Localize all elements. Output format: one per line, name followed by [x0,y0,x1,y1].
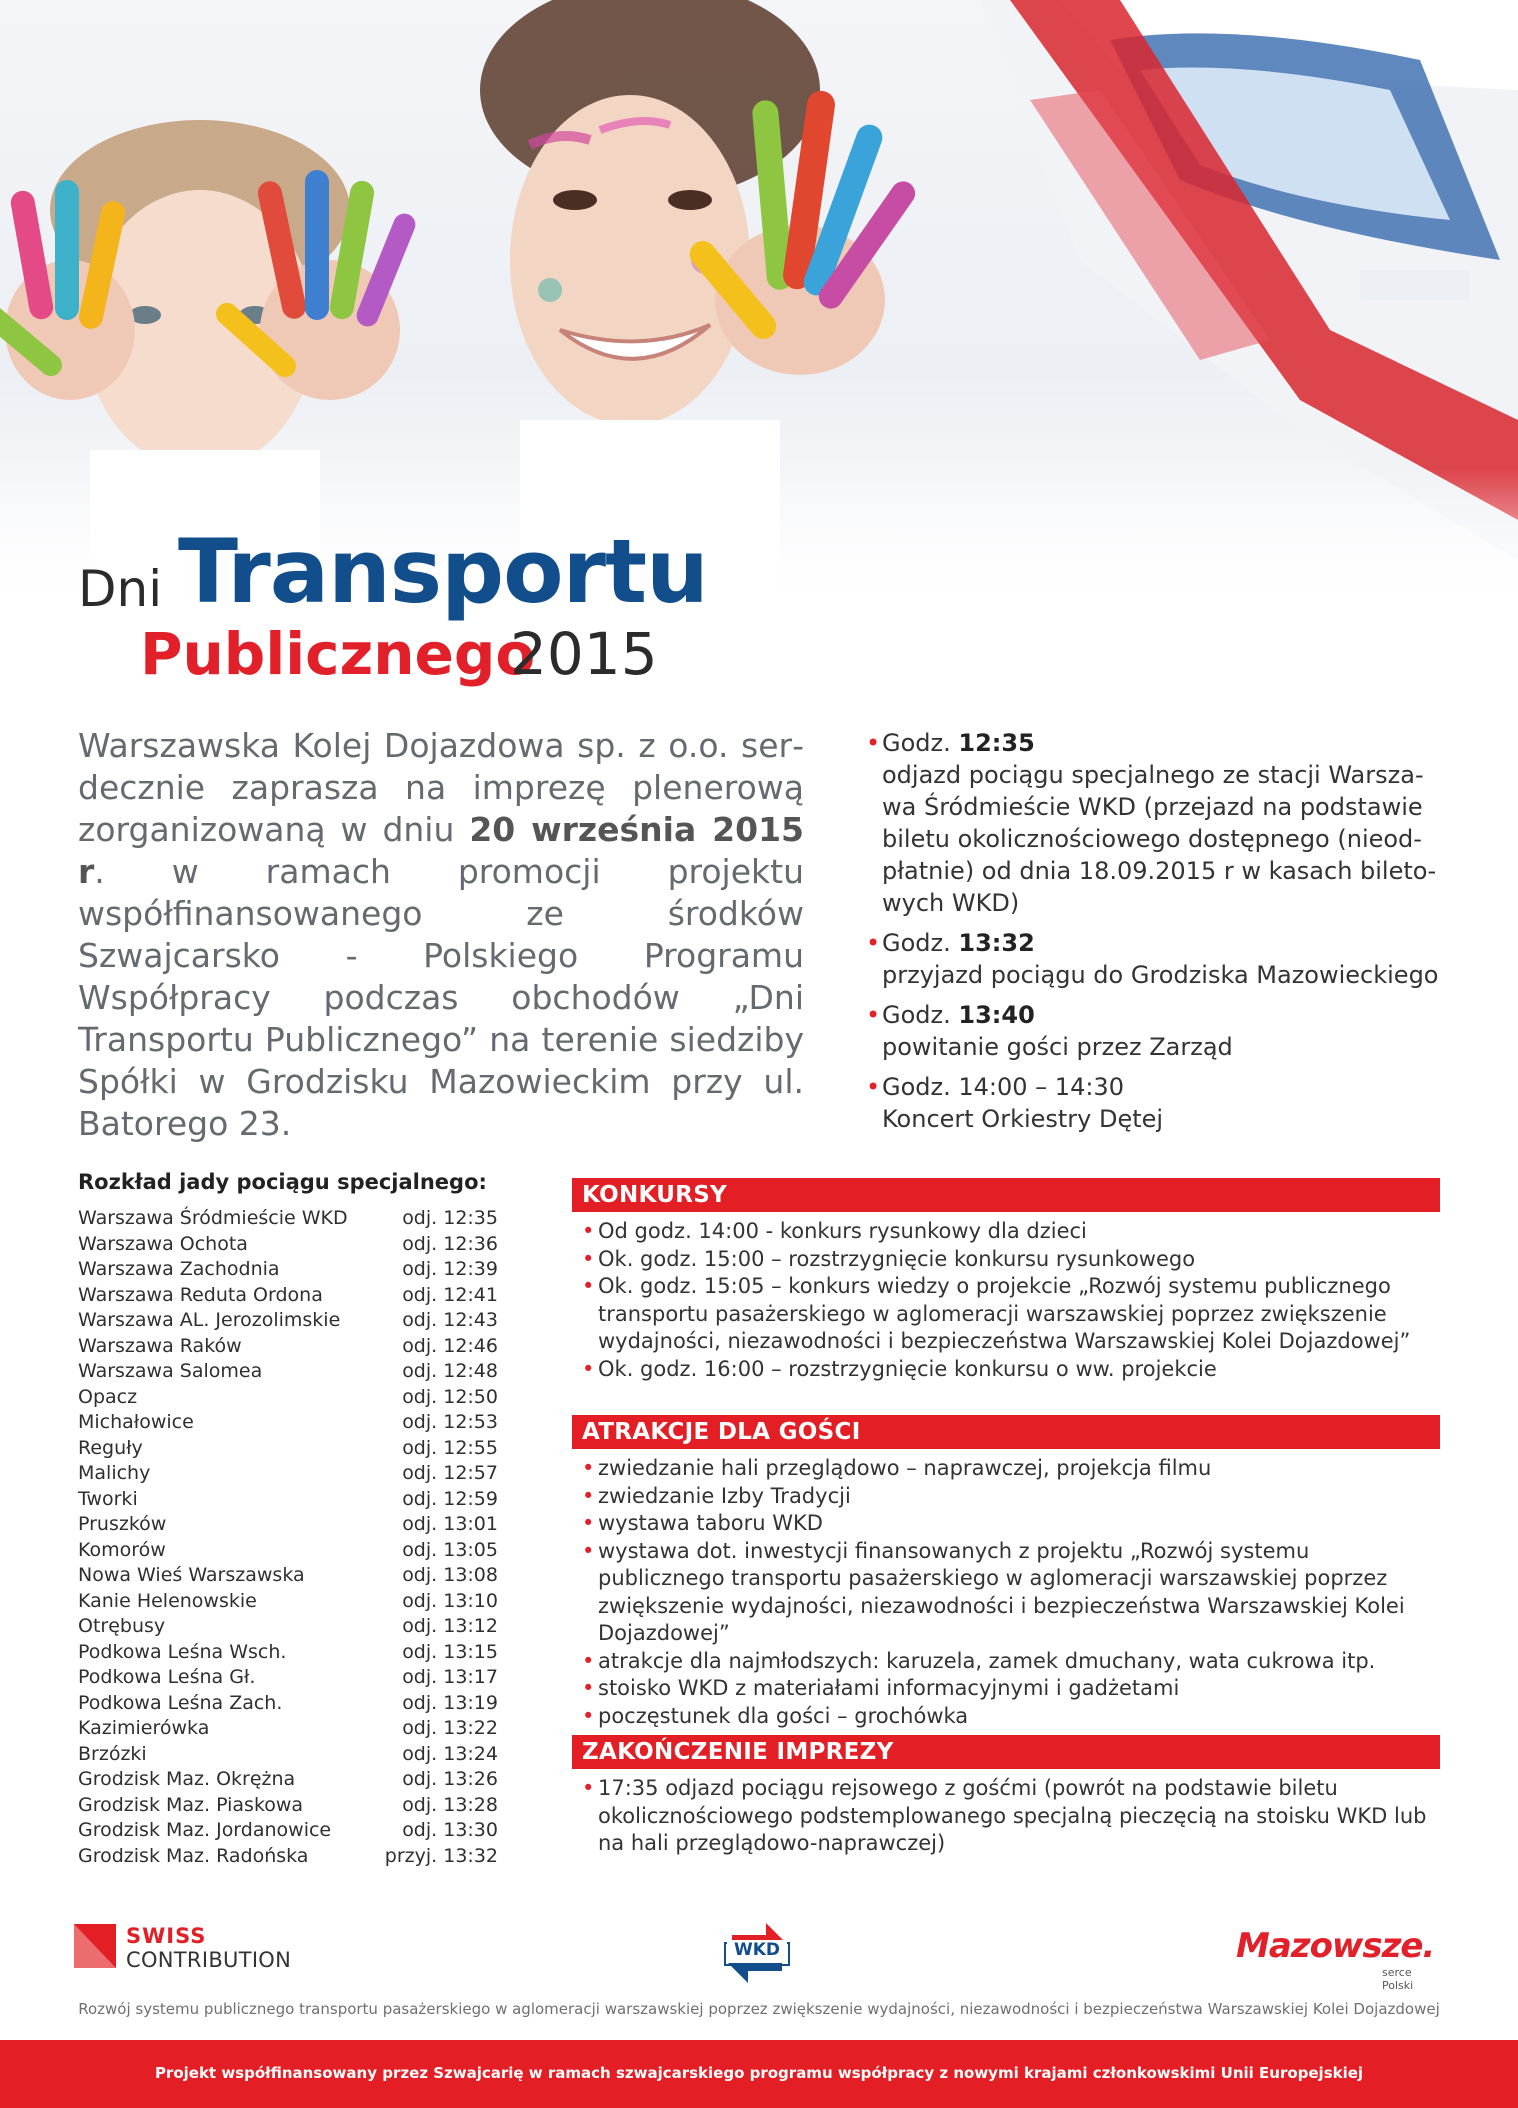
program-time-prefix: Godz. [882,1001,959,1029]
swiss-line2: CONTRIBUTION [126,1948,292,1972]
section-item: • Od godz. 14:00 - konkurs rysunkowy dla dzieci [572,1218,1440,1246]
schedule-time: odj. 12:50 [402,1385,498,1408]
schedule-station: Otrębusy [78,1615,166,1637]
schedule-station: Warszawa Ochota [78,1232,248,1255]
section-item: • Ok. godz. 15:05 – konkurs wiedzy o projekcie „Rozwój systemu publicznego transportu pasażerskiego w aglomeracji warszawskiej poprzez zwiększenie wydajności, niezawodności i bezpieczeństwa Warszawskiej Kolei Dojazdowej” [572,1273,1440,1356]
schedule-row [78,1385,498,1411]
program-time [882,1071,1446,1103]
wkd-logo [722,1913,792,1993]
section-list [572,1455,1440,1730]
schedule-time: odj. 12:48 [402,1360,498,1382]
schedule-row [78,1742,498,1768]
schedule-station: Malichy [78,1462,151,1484]
schedule-station: Grodzisk Maz. Radońska [78,1844,309,1867]
section-atrakcje [572,1415,1440,1730]
program-time-value: 13:32 [958,929,1035,957]
schedule-time: odj. 12:41 [402,1283,498,1306]
schedule-rows [78,1206,498,1869]
schedule-row [78,1563,498,1589]
schedule-station: Opacz [78,1385,138,1408]
schedule-time: odj. 12:46 [402,1334,498,1357]
schedule-row [78,1487,498,1513]
section-heading: KONKURSY [572,1178,1440,1212]
mazowsze-tagline: serce Polski [1382,1966,1414,1992]
schedule-station: Podkowa Leśna Zach. [78,1691,283,1714]
program-time [882,727,1446,759]
schedule-station: Warszawa AL. Jerozolimskie [78,1309,341,1331]
schedule-row [78,1334,498,1360]
section-item: • poczęstunek dla gości – grochówka [572,1703,1440,1731]
intro-text-2: . w ramach promocji projektu współfinansowanego ze środków Szwajcarsko - Polskiego Programu Współpracy podczas obchodów „Dni Transportu Publicznego” na terenie siedziby Spółki w Grodzisku Mazowieckim przy ul. Batorego 23. [78,852,804,1143]
schedule-time: odj. 13:28 [402,1793,498,1816]
schedule-station: Podkowa Leśna Wsch. [78,1640,287,1663]
program-list [866,727,1446,1143]
section-list [572,1218,1440,1383]
section-zakonczenie [572,1735,1440,1858]
headline-year: 2015 [510,620,658,688]
schedule-row [78,1308,498,1334]
schedule-time: odj. 13:08 [402,1564,498,1586]
section-item: • zwiedzanie Izby Tradycji [572,1483,1440,1511]
schedule-row [78,1844,498,1870]
wkd-logo-text: WKD [727,1940,787,1960]
mazowsze-logo [1236,1926,1446,1992]
schedule-row [78,1589,498,1615]
section-item: • atrakcje dla najmłodszych: karuzela, zamek dmuchany, wata cukrowa itp. [572,1648,1440,1676]
schedule-row [78,1257,498,1283]
section-item: • wystawa taboru WKD [572,1510,1440,1538]
section-heading: ATRAKCJE DLA GOŚCI [572,1415,1440,1449]
schedule-station: Pruszków [78,1513,167,1535]
schedule-station: Tworki [78,1487,138,1510]
swiss-flag-icon [74,1924,116,1968]
program-time-prefix: Godz. [882,729,959,757]
program-time-prefix: Godz. 14:00 – 14:30 [882,1073,1124,1101]
schedule-station: Podkowa Leśna Gł. [78,1666,256,1688]
intro-text-1: Warszawska Kolej Dojazdowa sp. z o.o. serdecznie zaprasza na imprezę plenerową zorganizowaną w dniu [78,726,804,849]
section-item: • Ok. godz. 16:00 – rozstrzygnięcie konkursu o ww. projekcie [572,1356,1440,1384]
schedule-station: Warszawa Salomea [78,1360,263,1382]
schedule-row [78,1767,498,1793]
program-item [866,1071,1446,1135]
schedule-station: Grodzisk Maz. Okrężna [78,1768,296,1790]
schedule-time: odj. 12:43 [402,1309,498,1331]
schedule-title: Rozkład jady pociągu specjalnego: [78,1170,487,1194]
schedule-time: odj. 13:26 [402,1768,498,1790]
schedule-time: odj. 13:10 [402,1589,498,1612]
program-time-prefix: Godz. [882,929,959,957]
program-time [882,999,1446,1031]
program-time-value: 13:40 [958,1001,1035,1029]
headline-word-transportu: Transportu [178,520,708,623]
schedule-time: odj. 12:55 [402,1436,498,1459]
schedule-time: odj. 13:30 [402,1819,498,1841]
swiss-line1: SWISS [126,1924,207,1948]
schedule-time: odj. 12:36 [402,1232,498,1255]
schedule-time: odj. 13:15 [402,1640,498,1663]
schedule-row [78,1283,498,1309]
program-item [866,999,1446,1063]
schedule-time: odj. 13:12 [402,1615,498,1637]
section-item: • stoisko WKD z materiałami informacyjnymi i gadżetami [572,1675,1440,1703]
schedule-row [78,1665,498,1691]
schedule-station: Kanie Helenowskie [78,1589,257,1612]
schedule-row [78,1206,498,1232]
schedule-time: odj. 13:01 [402,1513,498,1535]
schedule-row [78,1461,498,1487]
schedule-station: Warszawa Zachodnia [78,1258,280,1280]
project-description: Rozwój systemu publicznego transportu pasażerskiego w aglomeracji warszawskiej poprzez zwiększenie wydajności, niezawodności i bezpieczeństwa Warszawskiej Kolei Dojazdowej [78,2000,1440,2018]
schedule-time: odj. 13:17 [402,1666,498,1688]
schedule-station: Nowa Wieś Warszawska [78,1564,305,1586]
schedule-row [78,1793,498,1819]
program-desc: Koncert Orkiestry Dętej [882,1105,1164,1133]
section-list [572,1775,1440,1858]
program-time [882,927,1446,959]
headline-word-publicznego: Publicznego [140,620,536,688]
program-desc: przyjazd pociągu do Grodziska Mazowieckiego [882,961,1439,989]
schedule-row [78,1232,498,1258]
program-item [866,927,1446,991]
schedule-time: odj. 13:19 [402,1691,498,1714]
schedule-row [78,1410,498,1436]
schedule-time: odj. 12:57 [402,1462,498,1484]
schedule-time: odj. 13:05 [402,1538,498,1561]
section-item: • 17:35 odjazd pociągu rejsowego z gośćmi (powrót na podstawie biletu okolicznościowego podstemplowanego specjalną pieczęcią na stoisku WKD lub na hali przeglądowo-naprawczej) [572,1775,1440,1858]
schedule-time: odj. 13:24 [402,1742,498,1765]
section-item: • wystawa dot. inwestycji finansowanych z projektu „Rozwój systemu publicznego transportu pasażerskiego w aglomeracji warszawskiej poprzez zwiększenie wydajności, niezawodności i bezpieczeństwa Warszawskiej Kolei Dojazdowej” [572,1538,1440,1648]
schedule-station: Michałowice [78,1411,194,1433]
schedule-station: Warszawa Śródmieście WKD [78,1207,348,1229]
schedule-time: odj. 12:39 [402,1258,498,1280]
schedule-time: przyj. 13:32 [384,1844,498,1867]
intro-paragraph [78,725,804,1145]
schedule-station: Warszawa Raków [78,1334,242,1357]
mazowsze-logo-text: Mazowsze. [1236,1926,1435,1966]
section-heading: ZAKOŃCZENIE IMPREZY [572,1735,1440,1769]
schedule-station: Kazimierówka [78,1717,210,1739]
section-item: • zwiedzanie hali przeglądowo – naprawczej, projekcja filmu [572,1455,1440,1483]
schedule-time: odj. 12:35 [402,1207,498,1229]
schedule-row [78,1614,498,1640]
program-item [866,727,1446,919]
schedule-time: odj. 12:59 [402,1487,498,1510]
section-item: • Ok. godz. 15:00 – rozstrzygnięcie konkursu rysunkowego [572,1246,1440,1274]
schedule-row [78,1716,498,1742]
section-konkursy [572,1178,1440,1383]
schedule-row [78,1691,498,1717]
swiss-contribution-logo [74,1924,304,1974]
schedule-row [78,1640,498,1666]
train-schedule [78,1170,498,1869]
schedule-station: Komorów [78,1538,166,1561]
schedule-station: Warszawa Reduta Ordona [78,1283,323,1306]
schedule-time: odj. 13:22 [402,1717,498,1739]
schedule-station: Grodzisk Maz. Jordanowice [78,1819,332,1841]
headline [78,520,878,690]
program-time-value: 12:35 [958,729,1035,757]
funding-bar: Projekt współfinansowany przez Szwajcarię w ramach szwajcarskiego programu współpracy z nowymi krajami członkowskimi Unii Europejskiej [0,2040,1518,2108]
schedule-row [78,1436,498,1462]
schedule-row [78,1512,498,1538]
schedule-station: Brzózki [78,1742,147,1765]
schedule-time: odj. 12:53 [402,1411,498,1433]
headline-word-dni: Dni [78,560,163,618]
schedule-row [78,1818,498,1844]
schedule-station: Reguły [78,1436,143,1459]
program-desc: odjazd pociągu specjalnego ze stacji Warszawa Śródmieście WKD (przejazd na podstawie biletu okolicznościowego dostępnego (nieodpłatnie) od dnia 18.09.2015 r w kasach biletowych WKD) [882,761,1437,917]
schedule-row [78,1538,498,1564]
intro-date: 20 września 2015 r [78,810,804,891]
painted-hand-left [0,180,135,400]
schedule-station: Grodzisk Maz. Piaskowa [78,1793,304,1816]
program-desc: powitanie gości przez Zarząd [882,1033,1233,1061]
schedule-row [78,1359,498,1385]
